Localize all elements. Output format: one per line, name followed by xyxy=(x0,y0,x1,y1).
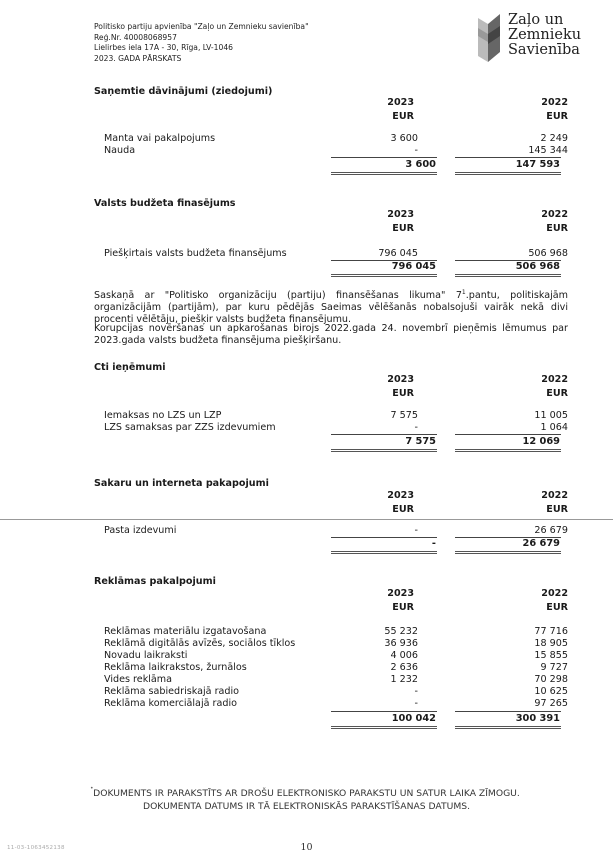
table-row: Manta vai pakalpojums 3 600 2 249 xyxy=(104,133,568,144)
table-row: Reklāma komerciālajā radio - 97 265 xyxy=(104,698,568,709)
column-header-2022: 2022 EUR xyxy=(541,209,568,234)
total-2023: 7 575 xyxy=(405,436,436,447)
total-2022: 147 593 xyxy=(515,159,560,170)
total-2023: - xyxy=(431,538,436,549)
total-rule xyxy=(331,551,437,554)
table-row: Piešķirtais valsts budžeta finansējums 796 045 506 968 xyxy=(104,248,568,259)
section-title-communications: Sakaru un interneta pakapojumi xyxy=(94,478,269,489)
e-signature-notice: DOKUMENTS IR PARAKSTĪTS AR DROŠU ELEKTRONISKO PARAKSTU UN SATUR LAIKA ZĪMOGU. DOKUMENTA DATUMS IR TĀ ELEKTRONISKĀS PARAKSTĪŠANAS DATUMS. xyxy=(93,788,520,812)
total-2022: 12 069 xyxy=(522,436,560,447)
page-number: 10 xyxy=(300,842,313,853)
total-rule xyxy=(331,726,437,729)
section-title-advertising: Reklāmas pakalpojumi xyxy=(94,576,216,587)
column-header-2023: 2023 EUR xyxy=(387,588,414,613)
table-row: Nauda - 145 344 xyxy=(104,145,568,156)
logo-leaf-icon xyxy=(478,14,500,62)
table-row: Vides reklāma 1 232 70 298 xyxy=(104,674,568,685)
column-header-2023: 2023 EUR xyxy=(387,490,414,515)
org-name: Politisko partiju apvienība "Zaļo un Zemnieku savienība" xyxy=(94,22,309,31)
total-rule xyxy=(455,274,561,277)
section-title-donations: Saņemtie dāvinājumi (ziedojumi) xyxy=(94,86,273,97)
budget-note-paragraph-2: Korupcijas novēršanas un apkarošanas birojs 2022.gada 24. novembrī pieņēmis lēmumus par 2023.gada valsts budžeta finansējuma piešķiršanu. xyxy=(94,323,568,346)
party-logo xyxy=(478,10,582,66)
table-row: Novadu laikraksti 4 006 15 855 xyxy=(104,650,568,661)
total-rule xyxy=(455,172,561,175)
column-header-2022: 2022 EUR xyxy=(541,97,568,122)
total-2022: 300 391 xyxy=(515,713,560,724)
column-header-2022: 2022 EUR xyxy=(541,490,568,515)
organization-header xyxy=(94,22,309,64)
registration-number: Reģ.Nr. 40008068957 xyxy=(94,32,177,42)
total-2022: 26 679 xyxy=(522,538,560,549)
total-rule xyxy=(331,449,437,452)
page-fold-line xyxy=(0,519,613,520)
section-title-other-income: Cti ieņēmumi xyxy=(94,362,166,373)
column-header-2022: 2022 EUR xyxy=(541,588,568,613)
column-header-2022: 2022 EUR xyxy=(541,374,568,399)
table-row: Reklāma laikrakstos, žurnālos 2 636 9 727 xyxy=(104,662,568,673)
table-row: Reklāma sabiedriskajā radio - 10 625 xyxy=(104,686,568,697)
total-rule xyxy=(455,726,561,729)
budget-note-paragraph: Saskaņā ar "Politisko organizāciju (partiju) finansēšanas likuma" $7^1.pantu$, politiskajām organizācijām (partijām), par kuru pēdējās Saeimas vēlēšanās nobalsojuši vairāk nekā divi procenti vēlētāju, piešķir valsts budžeta finansējumu. xyxy=(94,289,568,326)
report-title: 2023. GADA PĀRSKATS xyxy=(94,53,182,63)
total-2023: 3 600 xyxy=(405,159,436,170)
table-row: Pasta izdevumi - 26 679 xyxy=(104,525,568,536)
total-rule xyxy=(455,449,561,452)
table-row: Iemaksas no LZS un LZP 7 575 11 005 xyxy=(104,410,568,421)
section-title-state-budget: Valsts budžeta finasējums xyxy=(94,198,236,209)
stamp-marker-dot: • xyxy=(90,785,94,792)
total-2023: 100 042 xyxy=(391,713,436,724)
logo-wordmark: Zaļo un Zemnieku Savienība xyxy=(508,12,582,58)
total-rule xyxy=(331,172,437,175)
column-header-2023: 2023 EUR xyxy=(387,209,414,234)
org-address: Lielirbes iela 17A - 30, Rīga, LV-1046 xyxy=(94,43,233,52)
total-rule xyxy=(331,274,437,277)
column-header-2023: 2023 EUR xyxy=(387,374,414,399)
total-2022: 506 968 xyxy=(515,261,560,272)
table-row: Reklāmā digitālās avīzēs, sociālos tīklos 36 936 18 905 xyxy=(104,638,568,649)
table-row: Reklāmas materiālu izgatavošana 55 232 77 716 xyxy=(104,626,568,637)
column-header-2023: 2023 EUR xyxy=(387,97,414,122)
table-row: LZS samaksas par ZZS izdevumiem - 1 064 xyxy=(104,422,568,433)
total-2023: 796 045 xyxy=(391,261,436,272)
document-id: 11-03-1063452138 xyxy=(7,845,65,851)
total-rule xyxy=(455,551,561,554)
